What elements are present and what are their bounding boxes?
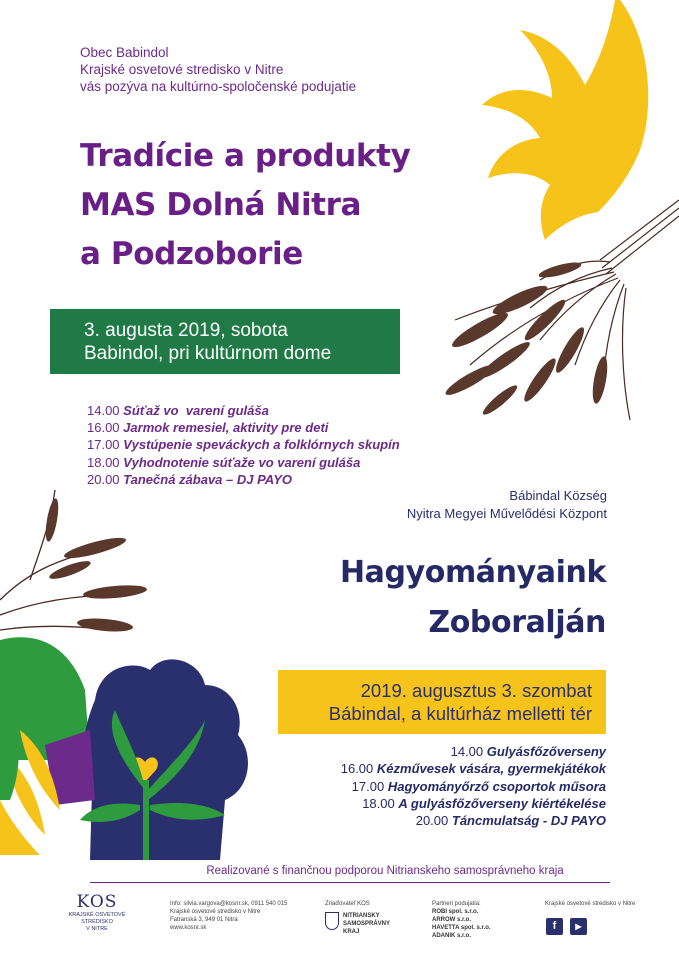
- footer-divider: [90, 882, 610, 883]
- wheat-grains-left: [43, 497, 147, 633]
- intro-line-3: vás pozýva na kultúrno-spoločenské podujatie: [80, 79, 357, 94]
- partner-item: ARROW s.r.o.: [432, 917, 472, 923]
- schedule-hu-item: 20.00 Táncmulatság - DJ PAYO: [415, 813, 606, 829]
- contact-line: www.kosnr.sk: [170, 925, 207, 931]
- facebook-icon[interactable]: f: [546, 918, 563, 935]
- intro-text: [80, 44, 356, 95]
- title-hu-line-2: Zoboralján: [428, 605, 606, 640]
- title-sk-line-3: a Podzoborie: [80, 236, 303, 272]
- kos-logo-line-2: V NITRE: [86, 926, 108, 932]
- youtube-icon[interactable]: ▶: [570, 918, 587, 935]
- contact-line: Info: silvia.vargova@kosnr.sk, 0911 540 015: [170, 901, 288, 907]
- org-hu-line-2: Nyitra Megyei Művelődési Központ: [406, 506, 607, 521]
- partners-list: [432, 908, 491, 940]
- org-hu-line-1: Bábindal Község: [509, 488, 607, 503]
- schedule-hu: [341, 743, 606, 829]
- date-hu-line-1: 2019. augusztus 3. szombat: [360, 680, 592, 701]
- wheat-left: [0, 490, 120, 630]
- schedule-sk-item: 18.00 Vyhodnotenie súťaže vo varení guláša: [87, 454, 361, 470]
- yellow-leaf-top: [482, 0, 648, 240]
- schedule-hu-item: 14.00 Gulyásfőzőverseny: [450, 744, 606, 759]
- navy-blob: [83, 659, 248, 860]
- founder-label: Zriaďovateľ KOS: [325, 901, 370, 907]
- title-sk-line-2: MAS Dolná Nitra: [80, 187, 361, 223]
- schedule-sk-item: 20.00 Tanečná zábava – DJ PAYO: [87, 471, 293, 487]
- schedule-hu-item: 18.00 A gulyásfőzőverseny kiértékelése: [362, 795, 606, 811]
- event-title-sk: [80, 132, 410, 279]
- kos-logo: [52, 892, 142, 933]
- partners-label: Partneri podujatia:: [432, 901, 481, 907]
- schedule-sk-item: 17.00 Vystúpenie speváckych a folklórnych skupín: [87, 437, 400, 453]
- kos-logo-mark: KOS: [76, 892, 118, 912]
- date-sk-line-1: 3. augusta 2019, sobota: [84, 320, 288, 341]
- date-sk-line-2: Babindol, pri kultúrnom dome: [84, 343, 332, 364]
- schedule-hu-item: 17.00 Hagyományőrző csoportok műsora: [351, 778, 606, 794]
- kos-logo-line-1: KRAJSKÉ OSVETOVÉ STREDISKO: [68, 912, 126, 925]
- wheat-sheaf-right: [455, 200, 679, 420]
- contact-line: Fatranská 3, 949 01 Nitra: [170, 917, 238, 923]
- organizer-hu: [407, 487, 607, 523]
- founder-name: NITRIANSKY SAMOSPRÁVNY KRAJ: [343, 913, 391, 935]
- crest-icon: [325, 912, 339, 930]
- partner-item: ADANIK s.r.o.: [432, 933, 472, 939]
- schedule-sk: [87, 402, 400, 488]
- partner-item: ROBI spol. s.r.o.: [432, 909, 479, 915]
- event-title-hu: [340, 548, 606, 648]
- date-band-sk: [50, 309, 400, 374]
- title-sk-line-1: Tradície a produkty: [80, 138, 411, 174]
- intro-line-1: Obec Babindol: [80, 45, 169, 60]
- date-band-hu: [278, 670, 606, 734]
- intro-line-2: Krajské osvetové stredisko v Nitre: [80, 62, 284, 77]
- social-label: Krajské osvetové stredisko v Nitre: [545, 901, 636, 907]
- title-hu-line-1: Hagyományaink: [339, 555, 606, 590]
- funding-note: Realizované s finančnou podporou Nitrianskeho samosprávneho kraja: [206, 865, 564, 877]
- date-hu-line-2: Bábindal, a kultúrház melletti tér: [328, 703, 592, 724]
- schedule-sk-item: 14.00 Súťaž vo varení guláša: [87, 403, 269, 418]
- partner-item: HAVETTA spol. s.r.o.: [432, 925, 491, 931]
- contact-info: [170, 900, 287, 932]
- contact-line: Krajské osvetové stredisko v Nitre: [170, 909, 261, 915]
- schedule-hu-item: 16.00 Kézművesek vására, gyermekjátékok: [340, 761, 606, 777]
- schedule-sk-item: 16.00 Jarmok remesiel, aktivity pre deti: [87, 420, 329, 436]
